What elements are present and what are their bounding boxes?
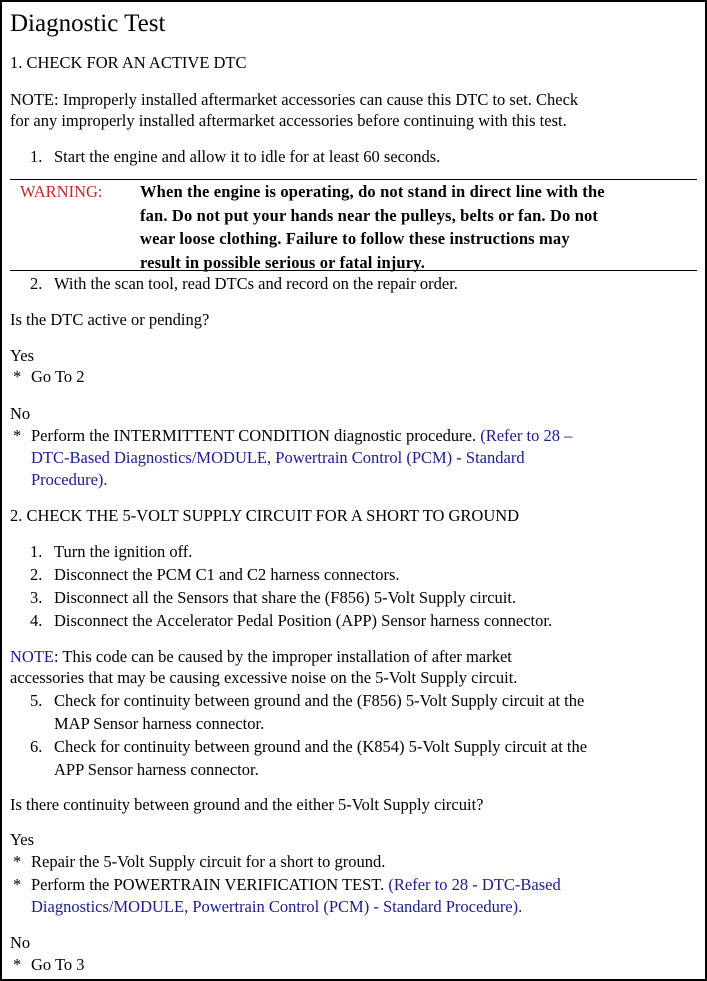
step-text: Disconnect the PCM C1 and C2 harness connectors. <box>54 565 400 584</box>
step-number: 5. <box>30 691 43 710</box>
warning-label: WARNING: <box>20 182 103 201</box>
section1-heading: 1. CHECK FOR AN ACTIVE DTC <box>10 53 247 72</box>
step-text: Check for continuity between ground and the (K854) 5-Volt Supply circuit at the <box>54 737 588 756</box>
warning-line: result in possible serious or fatal injury. <box>140 252 425 272</box>
reference-link[interactable]: (Refer to 28 – <box>480 426 573 445</box>
bullet-text: Perform the INTERMITTENT CONDITION diagnostic procedure. <box>31 426 477 445</box>
reference-link-cont[interactable]: Diagnostics/MODULE, Powertrain Control (PCM) - Standard Procedure). <box>31 897 523 916</box>
step-number: 1. <box>30 147 43 166</box>
note-text: : This code can be caused by the improper installation of after market <box>54 647 512 666</box>
bullet-star: * <box>13 875 22 894</box>
section2-yes-label: Yes <box>10 830 35 849</box>
section1-note-line1: NOTE: Improperly installed aftermarket accessories can cause this DTC to set. Check <box>10 90 579 109</box>
section2-step-3 <box>30 586 516 609</box>
section2-no-bullet <box>13 954 85 976</box>
section2-yes-bullet-2 <box>13 874 561 918</box>
section1-no-label: No <box>10 404 31 423</box>
step-text: Start the engine and allow it to idle for at least 60 seconds. <box>54 147 441 166</box>
step-text: Disconnect all the Sensors that share the (F856) 5-Volt Supply circuit. <box>54 588 517 607</box>
step-text: Disconnect the Accelerator Pedal Position (APP) Sensor harness connector. <box>54 611 553 630</box>
step-text-cont: MAP Sensor harness connector. <box>54 714 265 733</box>
step-number: 2. <box>30 565 43 584</box>
section2-step-2 <box>30 563 400 586</box>
note-label: NOTE <box>10 647 54 666</box>
warning-line: fan. Do not put your hands near the pulleys, belts or fan. Do not <box>140 205 599 225</box>
warning-bottom-rule <box>10 270 697 271</box>
warning-text <box>140 180 605 274</box>
bullet-text: Perform the POWERTRAIN VERIFICATION TEST. <box>31 875 385 894</box>
step-text-cont: APP Sensor harness connector. <box>54 760 259 779</box>
bullet-star: * <box>13 426 22 445</box>
section1-step-2 <box>30 272 458 295</box>
section1-step-1 <box>30 145 440 168</box>
step-number: 3. <box>30 588 43 607</box>
step-number: 2. <box>30 274 43 293</box>
bullet-text: Go To 2 <box>31 367 85 386</box>
step-number: 4. <box>30 611 43 630</box>
bullet-star: * <box>13 955 22 974</box>
reference-link[interactable]: (Refer to 28 - DTC-Based <box>388 875 561 894</box>
section2-step-5 <box>30 689 584 735</box>
step-number: 1. <box>30 542 43 561</box>
section1-no-bullet <box>13 425 572 491</box>
section1-note-line2: for any improperly installed aftermarket accessories before continuing with this test. <box>10 111 567 130</box>
section1-yes-label: Yes <box>10 346 35 365</box>
step-text: Check for continuity between ground and the (F856) 5-Volt Supply circuit at the <box>54 691 585 710</box>
section1-yes-bullet <box>13 366 85 388</box>
bullet-star: * <box>13 852 22 871</box>
section2-yes-bullet-1 <box>13 851 385 873</box>
warning-line: When the engine is operating, do not stand in direct line with the <box>140 182 605 201</box>
step-text: Turn the ignition off. <box>54 542 193 561</box>
section2-note-line1 <box>10 646 512 668</box>
step-text: With the scan tool, read DTCs and record on the repair order. <box>54 274 458 293</box>
section2-question: Is there continuity between ground and the either 5-Volt Supply circuit? <box>10 795 484 814</box>
section2-heading: 2. CHECK THE 5-VOLT SUPPLY CIRCUIT FOR A SHORT TO GROUND <box>10 506 520 525</box>
bullet-text: Go To 3 <box>31 955 85 974</box>
reference-link-cont[interactable]: DTC-Based Diagnostics/MODULE, Powertrain Control (PCM) - Standard <box>31 448 525 467</box>
section2-step-6 <box>30 735 587 781</box>
reference-link-cont[interactable]: Procedure). <box>31 470 108 489</box>
bullet-text: Repair the 5-Volt Supply circuit for a short to ground. <box>31 852 386 871</box>
section2-step-4 <box>30 609 552 632</box>
section1-question: Is the DTC active or pending? <box>10 310 210 329</box>
page-title: Diagnostic Test <box>10 10 166 37</box>
section2-no-label: No <box>10 933 31 952</box>
step-number: 6. <box>30 737 43 756</box>
warning-line: wear loose clothing. Failure to follow these instructions may <box>140 229 570 248</box>
section2-step-1 <box>30 540 192 563</box>
section2-note-line2: accessories that may be causing excessive noise on the 5-Volt Supply circuit. <box>10 668 518 687</box>
bullet-star: * <box>13 367 22 386</box>
